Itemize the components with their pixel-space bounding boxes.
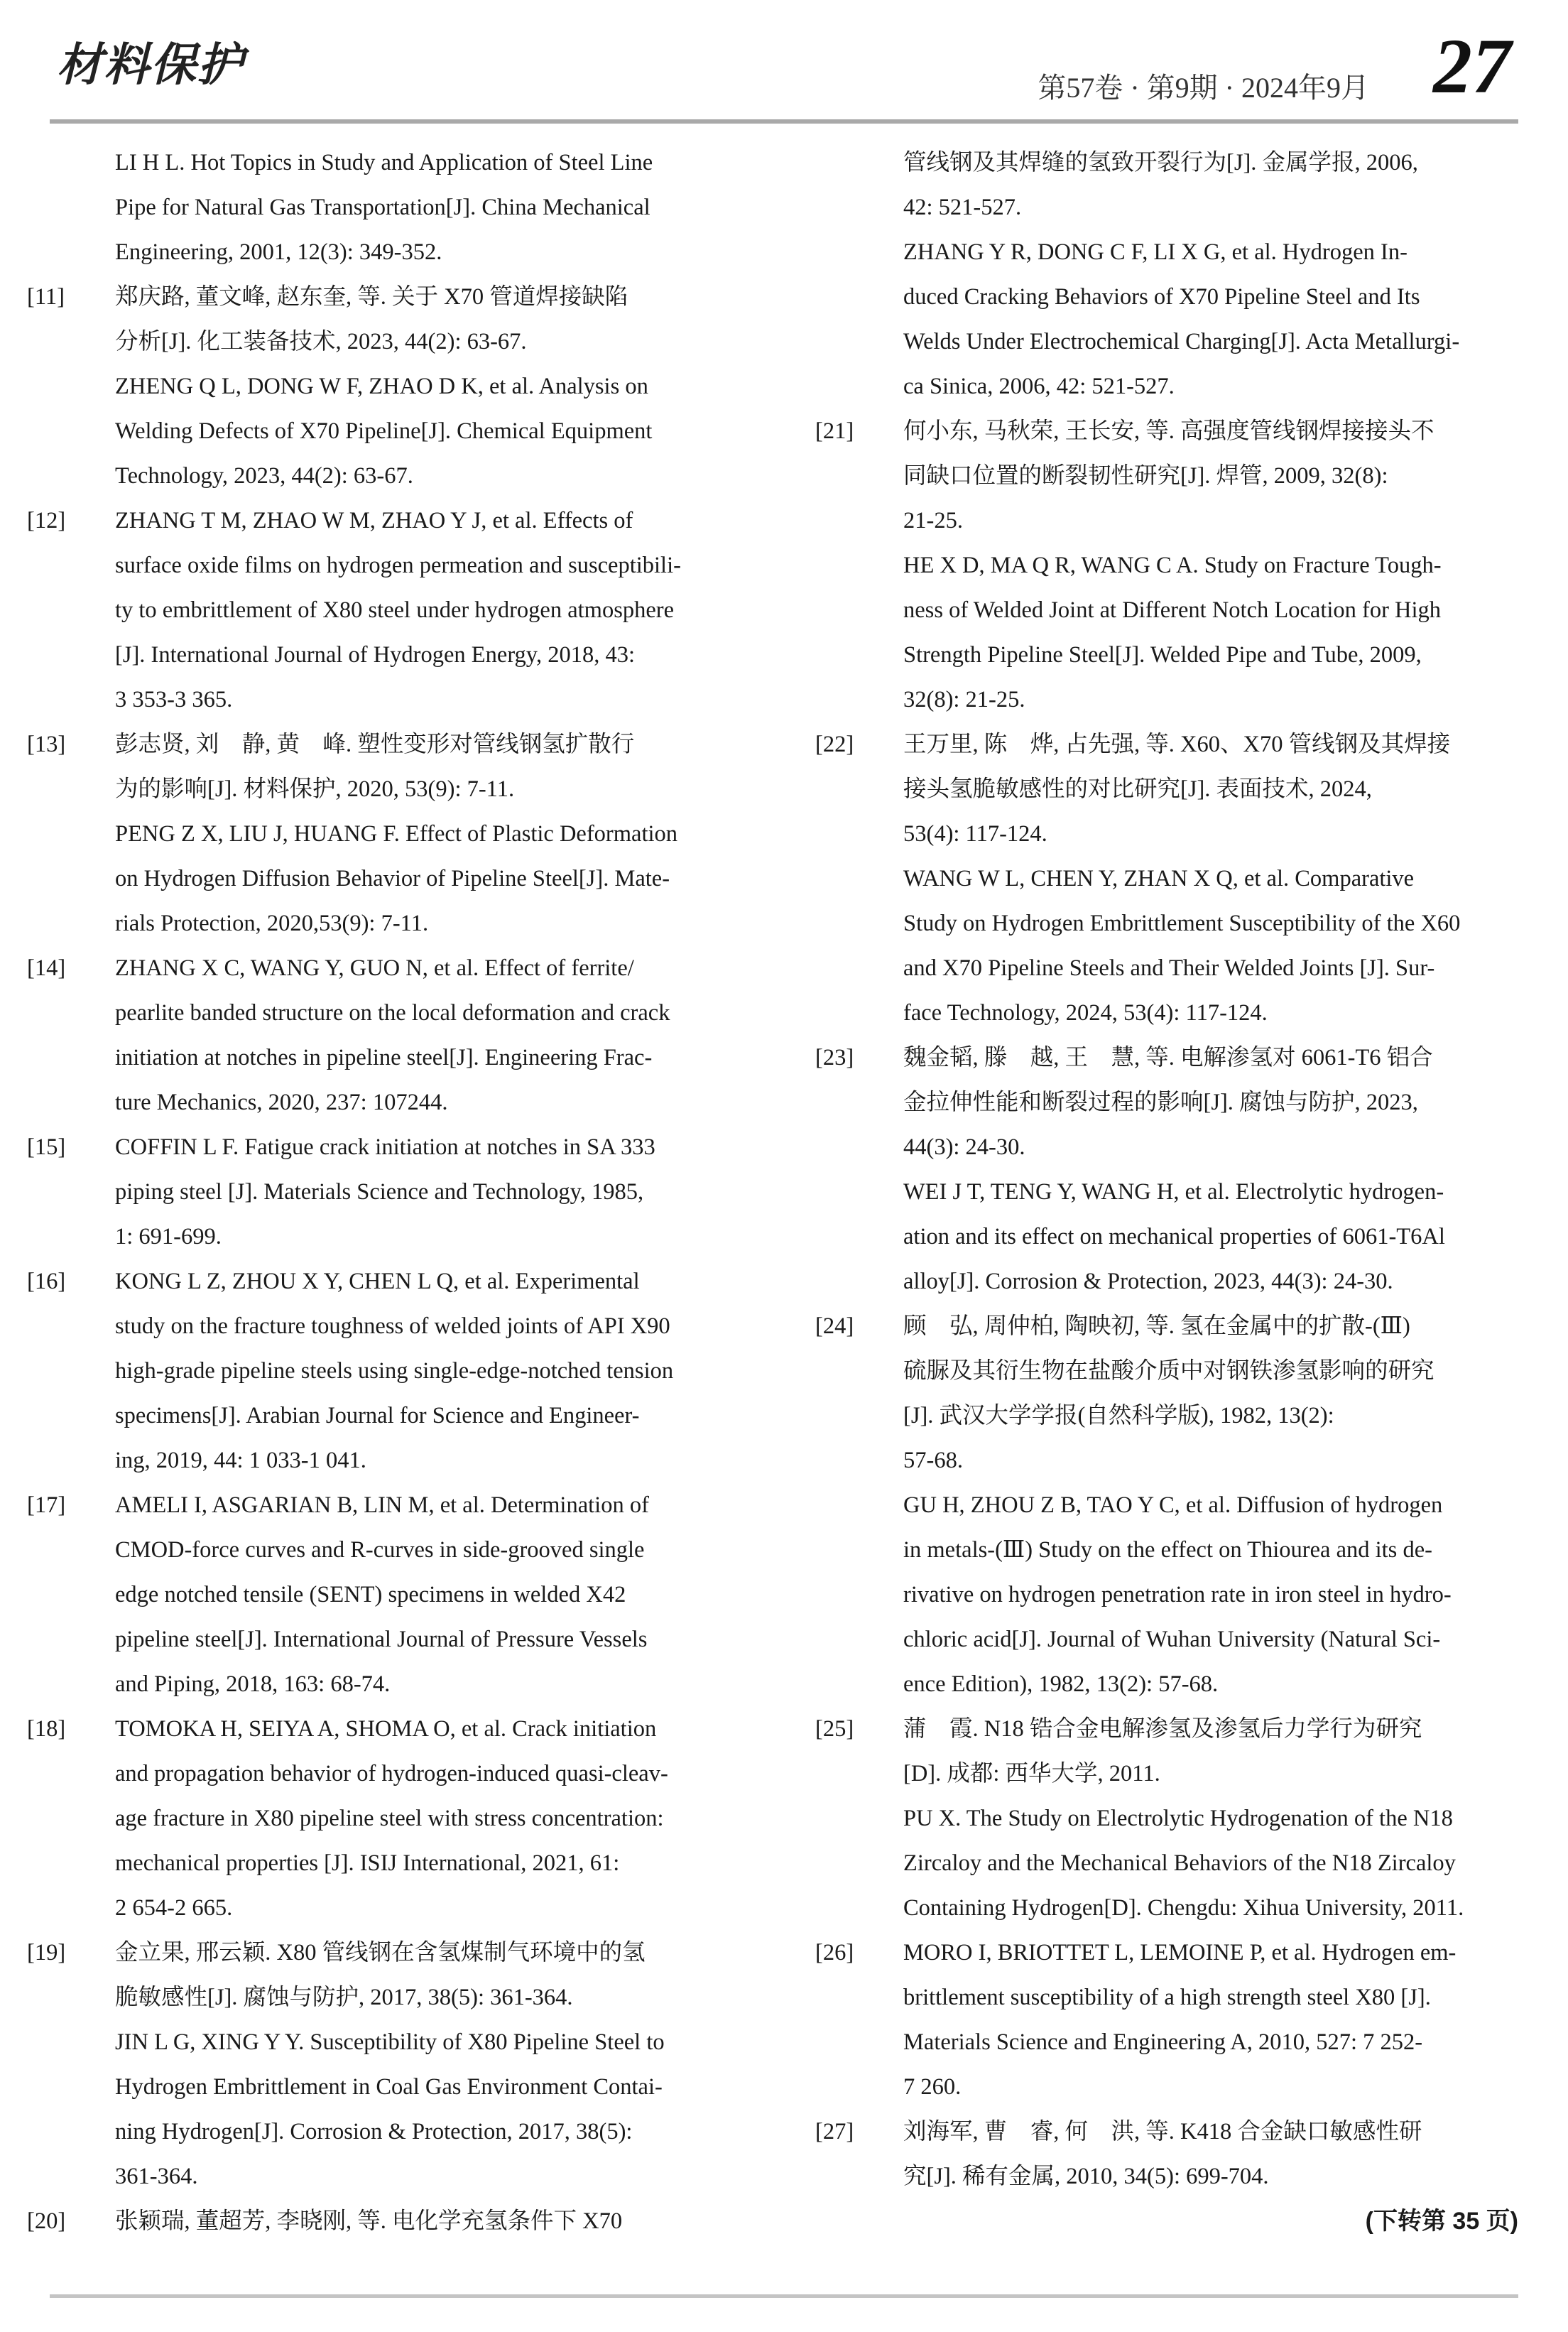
reference-line: and propagation behavior of hydrogen-induced quasi-cleav- — [115, 1761, 668, 1786]
reference-line: Hydrogen Embrittlement in Coal Gas Environment Contai- — [115, 2074, 663, 2100]
continued-on-page-note: (下转第 35 页) — [1365, 2208, 1518, 2235]
reference-number: [24] — [815, 1313, 854, 1339]
reference-line: ZHANG X C, WANG Y, GUO N, et al. Effect of ferrite/ — [115, 955, 634, 981]
reference-line: ation and its effect on mechanical properties of 6061-T6Al — [903, 1224, 1445, 1249]
reference-number: [11] — [27, 284, 65, 310]
reference-line: [J]. International Journal of Hydrogen Energy, 2018, 43: — [115, 642, 635, 668]
reference-line: 脆敏感性[J]. 腐蚀与防护, 2017, 38(5): 361-364. — [115, 1985, 573, 2010]
reference-line: 44(3): 24-30. — [903, 1134, 1025, 1160]
issue-info: 第57卷 · 第9期 · 2024年9月 — [1038, 72, 1369, 104]
reference-line: LI H L. Hot Topics in Study and Application of Steel Line — [115, 150, 653, 175]
reference-line: 2 654-2 665. — [115, 1895, 233, 1921]
reference-number: [21] — [815, 418, 854, 444]
reference-line: 21-25. — [903, 508, 963, 533]
reference-line: 42: 521-527. — [903, 195, 1022, 220]
reference-entry — [27, 1931, 737, 2199]
reference-line: Technology, 2023, 44(2): 63-67. — [115, 463, 413, 489]
reference-line: pearlite banded structure on the local deformation and crack — [115, 1000, 670, 1026]
reference-number: [14] — [27, 955, 66, 981]
reference-line: mechanical properties [J]. ISIJ International, 2021, 61: — [115, 1850, 620, 1876]
reference-line: study on the fracture toughness of welded joints of API X90 — [115, 1313, 670, 1339]
reference-line: Zircaloy and the Mechanical Behaviors of the N18 Zircaloy — [903, 1850, 1456, 1876]
reference-number: [26] — [815, 1940, 854, 1965]
continued-reference — [903, 141, 1525, 409]
reference-entry — [27, 1259, 737, 1483]
reference-line: Strength Pipeline Steel[J]. Welded Pipe and Tube, 2009, — [903, 642, 1422, 668]
reference-entry — [27, 2199, 737, 2244]
reference-entry — [27, 1483, 737, 1707]
reference-line: and X70 Pipeline Steels and Their Welded Joints [J]. Sur- — [903, 955, 1435, 981]
reference-line: Welds Under Electrochemical Charging[J]. Acta Metallurgi- — [903, 329, 1460, 354]
reference-list-right — [815, 409, 1525, 2199]
reference-line: Welding Defects of X70 Pipeline[J]. Chemical Equipment — [115, 418, 653, 444]
reference-number: [20] — [27, 2208, 66, 2234]
footer-divider — [50, 2294, 1518, 2298]
reference-entry — [27, 1125, 737, 1259]
reference-list-left — [27, 275, 737, 2244]
reference-number: [17] — [27, 1492, 66, 1518]
reference-line: piping steel [J]. Materials Science and Technology, 1985, — [115, 1179, 644, 1205]
reference-number: [13] — [27, 732, 66, 757]
reference-text — [903, 722, 1525, 1036]
reference-entry — [815, 2110, 1525, 2199]
reference-text — [115, 1931, 737, 2199]
reference-text — [903, 1707, 1525, 1931]
reference-line: 郑庆路, 董文峰, 赵东奎, 等. 关于 X70 管道焊接缺陷 — [115, 284, 628, 310]
reference-line: 361-364. — [115, 2164, 198, 2189]
reference-line: surface oxide films on hydrogen permeation and susceptibili- — [115, 553, 681, 578]
reference-text — [115, 2199, 737, 2244]
reference-text — [115, 275, 737, 499]
reference-line: 张颖瑞, 董超芳, 李晓刚, 等. 电化学充氢条件下 X70 — [115, 2208, 623, 2234]
reference-line: 魏金韬, 滕 越, 王 慧, 等. 电解渗氢对 6061-T6 铝合 — [903, 1045, 1433, 1070]
reference-line: and Piping, 2018, 163: 68-74. — [115, 1671, 391, 1697]
reference-line: rivative on hydrogen penetration rate in iron steel in hydro- — [903, 1582, 1452, 1607]
reference-number: [15] — [27, 1134, 66, 1160]
reference-line: WEI J T, TENG Y, WANG H, et al. Electrolytic hydrogen- — [903, 1179, 1444, 1205]
reference-number: [12] — [27, 508, 66, 533]
reference-line: 究[J]. 稀有金属, 2010, 34(5): 699-704. — [903, 2164, 1269, 2189]
reference-line: 何小东, 马秋荣, 王长安, 等. 高强度管线钢焊接接头不 — [903, 418, 1434, 444]
reference-text — [903, 1931, 1525, 2110]
reference-number: [25] — [815, 1716, 854, 1742]
reference-text — [115, 722, 737, 946]
reference-line: [D]. 成都: 西华大学, 2011. — [903, 1761, 1160, 1786]
reference-entry — [27, 946, 737, 1125]
reference-text — [115, 946, 737, 1125]
reference-entry — [27, 1707, 737, 1931]
reference-line: PENG Z X, LIU J, HUANG F. Effect of Plastic Deformation — [115, 821, 678, 847]
reference-line: ty to embrittlement of X80 steel under hydrogen atmosphere — [115, 597, 675, 623]
reference-line: age fracture in X80 pipeline steel with stress concentration: — [115, 1806, 664, 1831]
reference-line: KONG L Z, ZHOU X Y, CHEN L Q, et al. Experimental — [115, 1269, 640, 1294]
reference-entry — [27, 722, 737, 946]
reference-line: ca Sinica, 2006, 42: 521-527. — [903, 374, 1175, 399]
reference-line: 金拉伸性能和断裂过程的影响[J]. 腐蚀与防护, 2023, — [903, 1090, 1418, 1115]
reference-number: [18] — [27, 1716, 66, 1742]
reference-text — [903, 409, 1525, 722]
reference-line: 接头氢脆敏感性的对比研究[J]. 表面技术, 2024, — [903, 776, 1372, 802]
reference-entry — [815, 722, 1525, 1036]
reference-line: 32(8): 21-25. — [903, 687, 1025, 712]
reference-entry — [815, 1707, 1525, 1931]
reference-entry — [815, 1931, 1525, 2110]
reference-line: 7 260. — [903, 2074, 962, 2100]
reference-line: ZHANG Y R, DONG C F, LI X G, et al. Hydrogen In- — [903, 239, 1408, 265]
journal-logo: 材料保护 — [57, 38, 244, 92]
reference-line: in metals-(Ⅲ) Study on the effect on Thiourea and its de- — [903, 1537, 1432, 1563]
reference-number: [23] — [815, 1045, 854, 1070]
reference-line: 53(4): 117-124. — [903, 821, 1047, 847]
reference-entry — [815, 1304, 1525, 1707]
reference-line: HE X D, MA Q R, WANG C A. Study on Fracture Tough- — [903, 553, 1442, 578]
reference-line: 1: 691-699. — [115, 1224, 222, 1249]
reference-text — [115, 1707, 737, 1931]
reference-line: specimens[J]. Arabian Journal for Science and Engineer- — [115, 1403, 640, 1428]
reference-line: TOMOKA H, SEIYA A, SHOMA O, et al. Crack initiation — [115, 1716, 657, 1742]
reference-line: 分析[J]. 化工装备技术, 2023, 44(2): 63-67. — [115, 329, 527, 354]
reference-line: CMOD-force curves and R-curves in side-grooved single — [115, 1537, 645, 1563]
reference-number: [27] — [815, 2119, 854, 2144]
reference-line: 管线钢及其焊缝的氢致开裂行为[J]. 金属学报, 2006, — [903, 150, 1418, 175]
right-column — [815, 141, 1525, 2244]
reference-text — [115, 1483, 737, 1707]
reference-line: Materials Science and Engineering A, 2010, 527: 7 252- — [903, 2029, 1423, 2055]
reference-line: brittlement susceptibility of a high strength steel X80 [J]. — [903, 1985, 1431, 2010]
reference-line: ture Mechanics, 2020, 237: 107244. — [115, 1090, 448, 1115]
reference-entry — [27, 499, 737, 722]
reference-entry — [27, 275, 737, 499]
page-header — [0, 0, 1568, 135]
reference-line: 刘海军, 曹 睿, 何 洪, 等. K418 合金缺口敏感性研 — [903, 2119, 1422, 2144]
reference-line: ing, 2019, 44: 1 033-1 041. — [115, 1448, 366, 1473]
reference-line: pipeline steel[J]. International Journal of Pressure Vessels — [115, 1627, 648, 1652]
reference-line: 为的影响[J]. 材料保护, 2020, 53(9): 7-11. — [115, 776, 515, 802]
reference-line: high-grade pipeline steels using single-edge-notched tension — [115, 1358, 674, 1384]
reference-line: JIN L G, XING Y Y. Susceptibility of X80 Pipeline Steel to — [115, 2029, 665, 2055]
reference-line: Pipe for Natural Gas Transportation[J]. China Mechanical — [115, 195, 650, 220]
reference-line: chloric acid[J]. Journal of Wuhan University (Natural Sci- — [903, 1627, 1441, 1652]
reference-line: ence Edition), 1982, 13(2): 57-68. — [903, 1671, 1219, 1697]
reference-line: [J]. 武汉大学学报(自然科学版), 1982, 13(2): — [903, 1403, 1334, 1428]
reference-line: Containing Hydrogen[D]. Chengdu: Xihua University, 2011. — [903, 1895, 1464, 1921]
reference-line: 顾 弘, 周仲柏, 陶映初, 等. 氢在金属中的扩散-(Ⅲ) — [903, 1313, 1410, 1339]
header-divider — [50, 119, 1518, 124]
reference-line: 金立果, 邢云颖. X80 管线钢在含氢煤制气环境中的氢 — [115, 1940, 646, 1965]
left-column — [27, 141, 737, 2244]
reference-line: 硫脲及其衍生物在盐酸介质中对钢铁渗氢影响的研究 — [903, 1358, 1434, 1384]
reference-text — [115, 1125, 737, 1259]
reference-line: COFFIN L F. Fatigue crack initiation at notches in SA 333 — [115, 1134, 655, 1160]
reference-line: 57-68. — [903, 1448, 963, 1473]
reference-line: initiation at notches in pipeline steel[J]. Engineering Frac- — [115, 1045, 653, 1070]
reference-line: ZHANG T M, ZHAO W M, ZHAO Y J, et al. Effects of — [115, 508, 633, 533]
reference-line: 3 353-3 365. — [115, 687, 233, 712]
continued-reference — [115, 141, 737, 275]
reference-line: WANG W L, CHEN Y, ZHAN X Q, et al. Comparative — [903, 866, 1415, 891]
reference-line: PU X. The Study on Electrolytic Hydrogenation of the N18 — [903, 1806, 1453, 1831]
reference-line: face Technology, 2024, 53(4): 117-124. — [903, 1000, 1268, 1026]
reference-line: alloy[J]. Corrosion & Protection, 2023, 44(3): 24-30. — [903, 1269, 1393, 1294]
reference-text — [115, 499, 737, 722]
reference-line: GU H, ZHOU Z B, TAO Y C, et al. Diffusion of hydrogen — [903, 1492, 1443, 1518]
reference-line: ZHENG Q L, DONG W F, ZHAO D K, et al. Analysis on — [115, 374, 648, 399]
page-number: 27 — [1433, 23, 1511, 109]
reference-line: Engineering, 2001, 12(3): 349-352. — [115, 239, 442, 265]
reference-number: [19] — [27, 1940, 66, 1965]
reference-line: rials Protection, 2020,53(9): 7-11. — [115, 911, 429, 936]
reference-entry — [815, 1036, 1525, 1304]
reference-line: duced Cracking Behaviors of X70 Pipeline Steel and Its — [903, 284, 1420, 310]
reference-line: edge notched tensile (SENT) specimens in welded X42 — [115, 1582, 626, 1607]
reference-line: MORO I, BRIOTTET L, LEMOINE P, et al. Hydrogen em- — [903, 1940, 1457, 1965]
reference-text — [903, 1036, 1525, 1304]
reference-line: AMELI I, ASGARIAN B, LIN M, et al. Determination of — [115, 1492, 649, 1518]
reference-number: [22] — [815, 732, 854, 757]
reference-entry — [815, 409, 1525, 722]
reference-line: ning Hydrogen[J]. Corrosion & Protection, 2017, 38(5): — [115, 2119, 633, 2144]
reference-text — [903, 2110, 1525, 2199]
reference-line: 王万里, 陈 烨, 占先强, 等. X60、X70 管线钢及其焊接 — [903, 732, 1451, 757]
reference-line: 同缺口位置的断裂韧性研究[J]. 焊管, 2009, 32(8): — [903, 463, 1388, 489]
reference-line: 彭志贤, 刘 静, 黄 峰. 塑性变形对管线钢氢扩散行 — [115, 732, 635, 757]
reference-number: [16] — [27, 1269, 66, 1294]
reference-line: on Hydrogen Diffusion Behavior of Pipeline Steel[J]. Mate- — [115, 866, 670, 891]
reference-line: Study on Hydrogen Embrittlement Susceptibility of the X60 — [903, 911, 1461, 936]
reference-line: 蒲 霞. N18 锆合金电解渗氢及渗氢后力学行为研究 — [903, 1716, 1422, 1742]
reference-text — [115, 1259, 737, 1483]
reference-line: ness of Welded Joint at Different Notch Location for High — [903, 597, 1442, 623]
reference-text — [903, 1304, 1525, 1707]
